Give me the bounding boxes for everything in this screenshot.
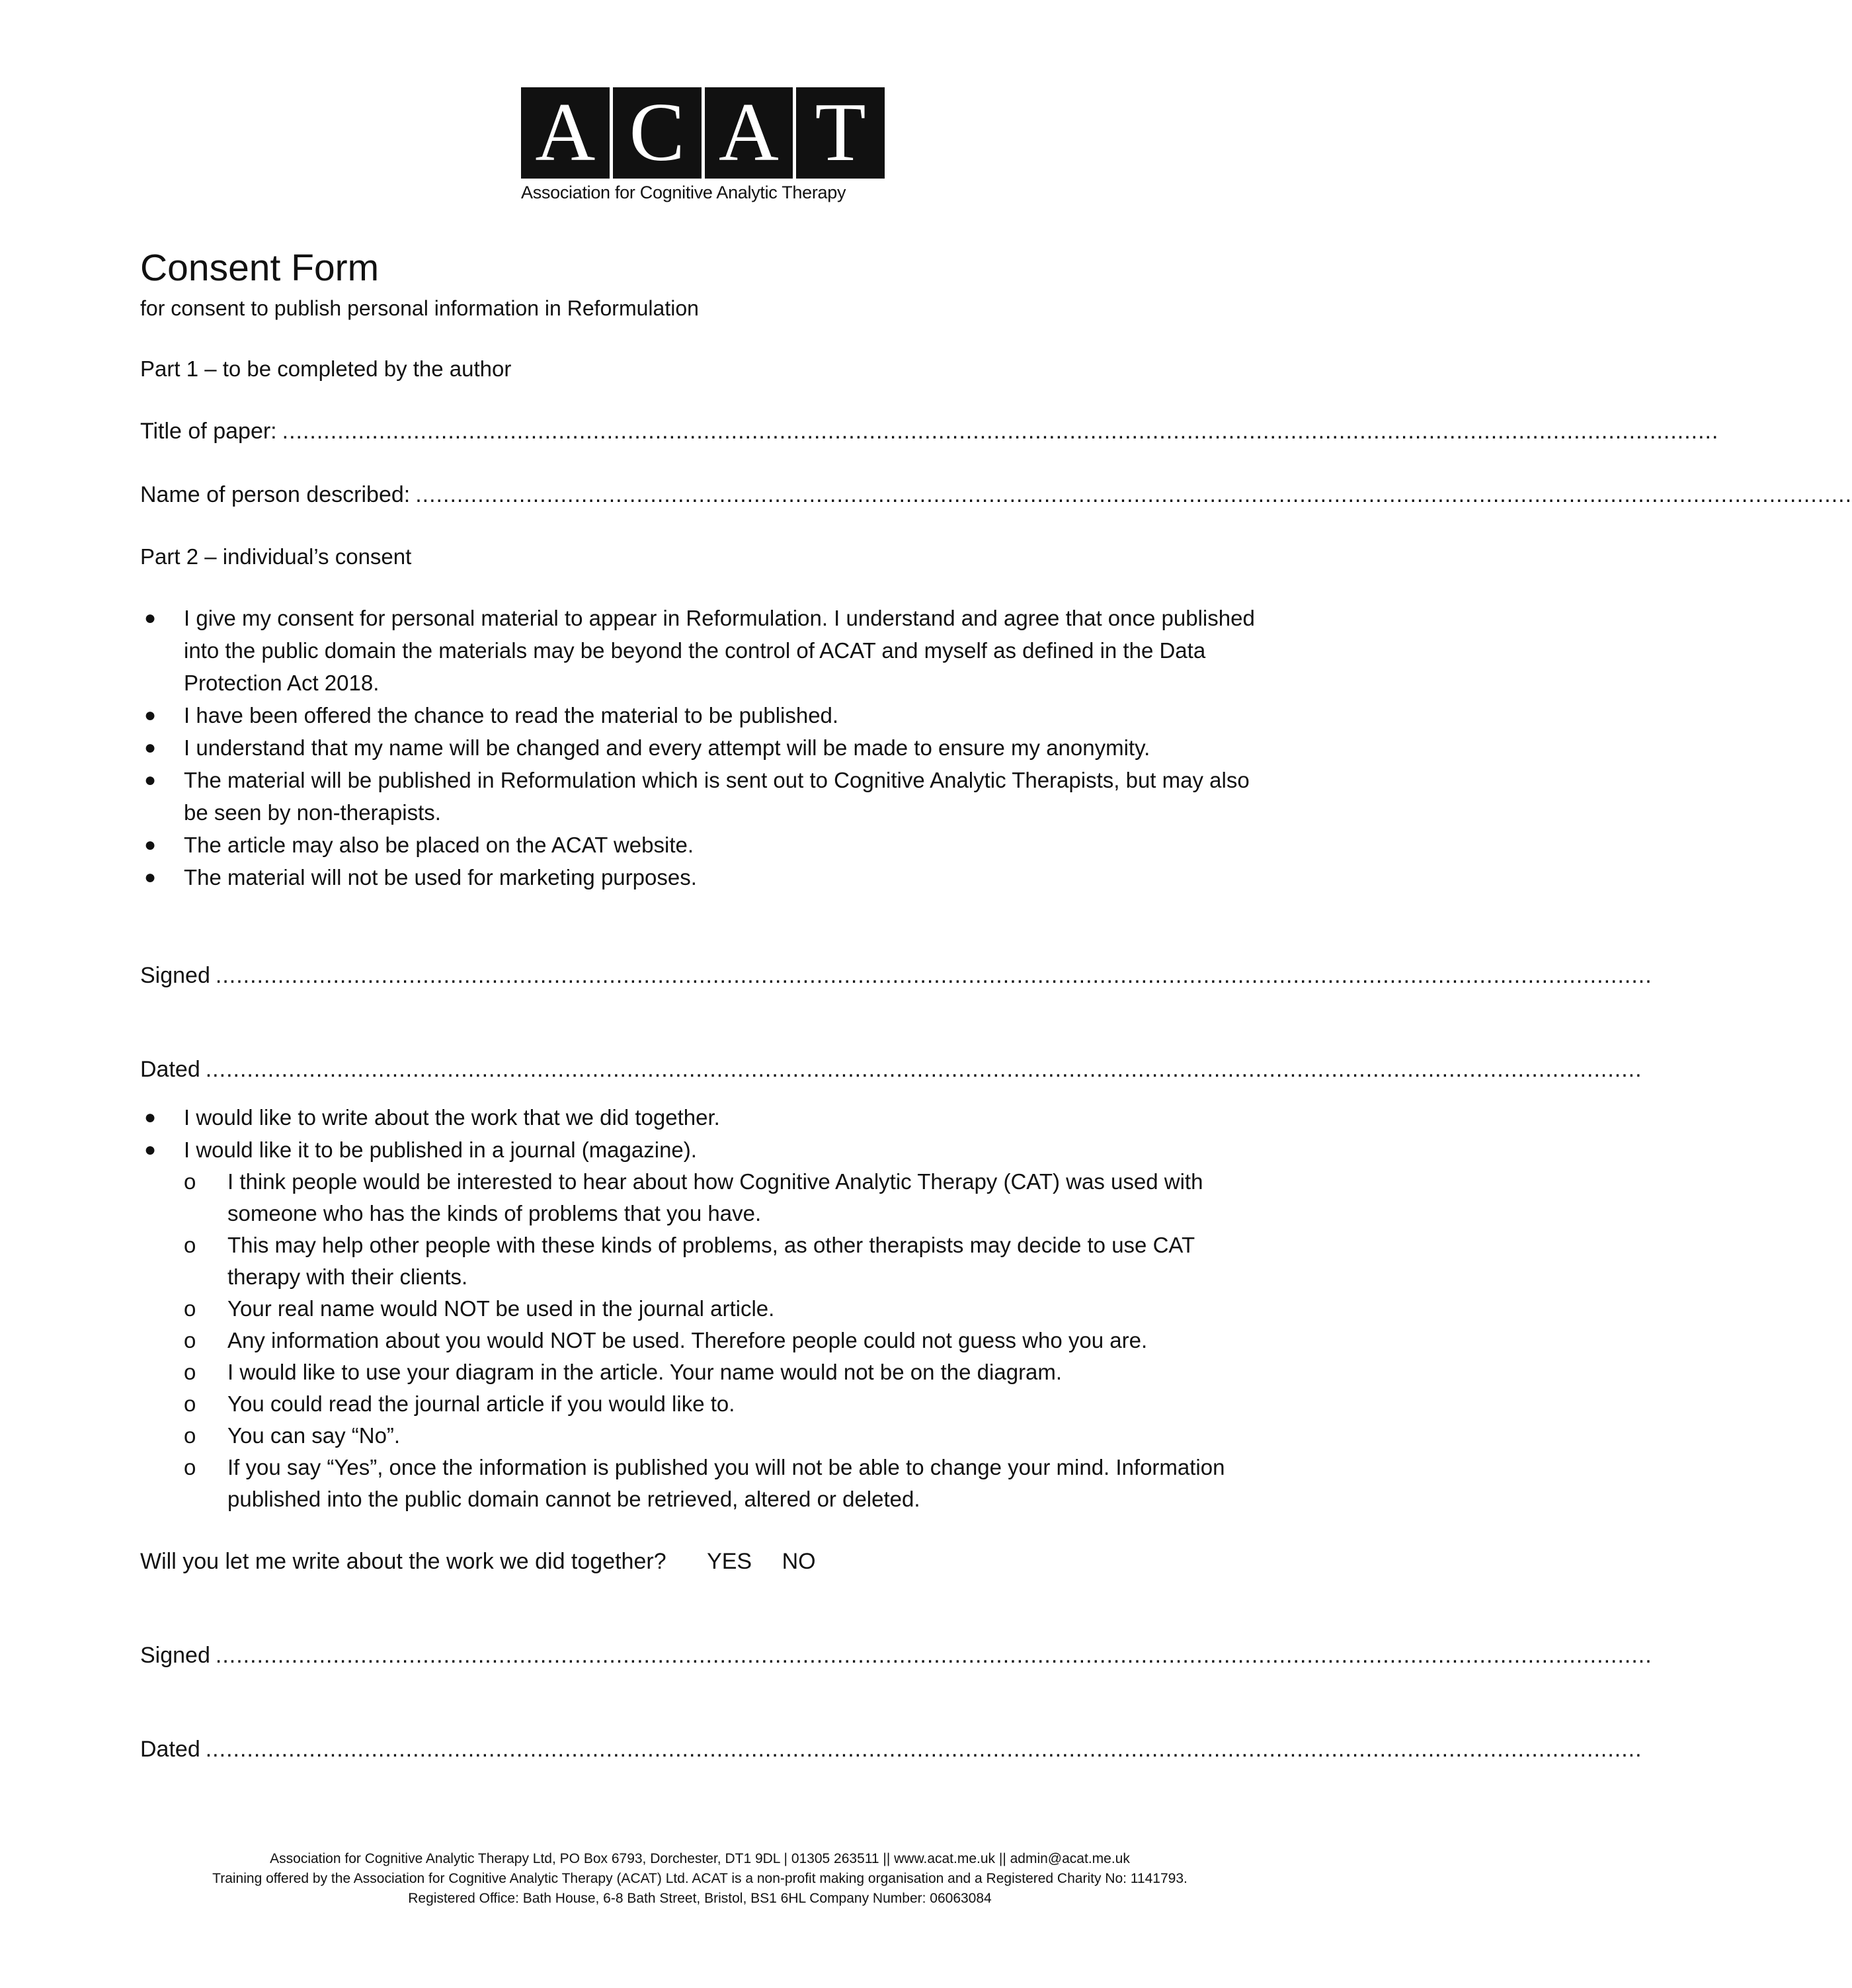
bullet-icon: ● (144, 866, 157, 888)
list-item-text: I think people would be interested to hear about how Cognitive Analytic Therapy (CAT) was used with someone who has the kinds of problems that you have. (227, 1169, 1203, 1225)
list-item (140, 1166, 1258, 1229)
sub-bullet-icon: o (184, 1169, 196, 1194)
title-of-paper-label: Title of paper: (140, 419, 277, 444)
dated-field-2[interactable] (140, 1733, 1642, 1765)
signed-field-1[interactable] (140, 960, 1652, 991)
list-item (140, 1388, 1258, 1420)
page-footer (0, 1849, 1400, 1909)
title-of-paper-blank[interactable]: ................................................................................................................................................................................................................ (282, 419, 1719, 444)
list-item-text: I give my consent for personal material to appear in Reformulation. I understand and agree that once published into the public domain the materials may be beyond the control of ACAT and myself as defined in the Data Protection Act 2018. (184, 606, 1255, 695)
sub-bullet-icon: o (184, 1360, 196, 1384)
title-of-paper-field[interactable] (140, 415, 1719, 447)
bullet-icon: ● (144, 769, 157, 791)
sub-bullet-icon: o (184, 1391, 196, 1416)
bullet-icon: ● (144, 607, 157, 629)
signed-field-2[interactable] (140, 1639, 1652, 1671)
list-item-text: The article may also be placed on the ACAT website. (184, 833, 694, 857)
no-option[interactable]: NO (782, 1549, 816, 1574)
logo-letter: A (521, 87, 613, 179)
dated-label: Dated (140, 1737, 200, 1762)
bullet-icon: ● (144, 834, 157, 856)
signed-blank[interactable]: ................................................................................................................................................................................................................ (215, 963, 1652, 988)
dated-label: Dated (140, 1057, 200, 1082)
logo-letter: C (613, 87, 705, 179)
list-item-text: If you say “Yes”, once the information is published you will not be able to change your mind. Information published into the public domain cannot be retrieved, altered or deleted. (227, 1455, 1225, 1511)
list-item (140, 1293, 1258, 1325)
list-item (140, 1420, 1258, 1452)
bullet-icon: ● (144, 1139, 157, 1161)
list-item (140, 1229, 1258, 1293)
list-item (140, 1325, 1258, 1356)
yes-option[interactable]: YES (707, 1549, 752, 1574)
list-item (140, 1452, 1258, 1515)
list-item (140, 731, 1258, 764)
consent-points-list (140, 602, 1258, 893)
list-item-text: I have been offered the chance to read the material to be published. (184, 703, 839, 727)
signed-blank[interactable]: ................................................................................................................................................................................................................ (215, 1643, 1652, 1668)
list-item-text: I would like it to be published in a journal (magazine). (184, 1138, 697, 1162)
name-described-label: Name of person described: (140, 482, 411, 507)
logo-letter: A (705, 87, 797, 179)
list-item (140, 699, 1258, 731)
list-item-text: Your real name would NOT be used in the journal article. (227, 1296, 775, 1321)
list-item-text: This may help other people with these kinds of problems, as other therapists may decide to use CAT therapy with their clients. (227, 1233, 1195, 1289)
list-item-text: I would like to write about the work that we did together. (184, 1105, 720, 1130)
form-title: Consent Form (140, 247, 380, 289)
name-described-field[interactable] (140, 479, 1852, 511)
name-described-blank[interactable]: ................................................................................................................................................................................................................ (415, 482, 1852, 507)
list-item-text: I understand that my name will be changed and every attempt will be made to ensure my anonymity. (184, 735, 1150, 760)
sub-bullet-icon: o (184, 1296, 196, 1321)
footer-charity-line: Training offered by the Association for Cognitive Analytic Therapy (ACAT) Ltd. ACAT is a non-profit making organisation and a Registered Charity No: 1141793. (212, 1871, 1188, 1886)
form-subtitle: for consent to publish personal information in Reformulation (140, 296, 699, 320)
list-item (140, 829, 1258, 861)
sub-bullet-icon: o (184, 1328, 196, 1352)
footer-office-line: Registered Office: Bath House, 6-8 Bath Street, Bristol, BS1 6HL Company Number: 06063084 (408, 1891, 992, 1906)
sub-bullet-icon: o (184, 1233, 196, 1257)
signed-label: Signed (140, 963, 210, 988)
list-item-text: The material will be published in Reformulation which is sent out to Cognitive Analytic Therapists, but may also be seen by non-therapists. (184, 768, 1250, 825)
list-item (140, 1356, 1258, 1388)
footer-contact-line: Association for Cognitive Analytic Therapy Ltd, PO Box 6793, Dorchester, DT1 9DL | 01305 263511 || www.acat.me.uk || admin@acat.me.uk (270, 1851, 1130, 1866)
list-item (140, 1101, 1258, 1134)
list-item-text: You can say “No”. (227, 1423, 401, 1448)
dated-blank[interactable]: ................................................................................................................................................................................................................ (205, 1057, 1642, 1082)
signed-label: Signed (140, 1643, 210, 1668)
bullet-icon: ● (144, 1106, 157, 1128)
list-item (140, 602, 1258, 699)
list-item (140, 764, 1258, 829)
list-item (140, 1134, 1258, 1166)
list-item-text: The material will not be used for marketing purposes. (184, 865, 697, 890)
dated-field-1[interactable] (140, 1054, 1642, 1085)
easy-read-sub-points-list (140, 1166, 1258, 1515)
logo-letter: T (815, 87, 866, 179)
acat-logo (521, 87, 885, 203)
list-item-text: You could read the journal article if you would like to. (227, 1391, 735, 1416)
list-item-text: Any information about you would NOT be used. Therefore people could not guess who you are. (227, 1328, 1148, 1352)
dated-blank[interactable]: ................................................................................................................................................................................................................ (205, 1737, 1642, 1762)
sub-bullet-icon: o (184, 1455, 196, 1479)
part2-heading: Part 2 – individual’s consent (140, 544, 412, 569)
sub-bullet-icon: o (184, 1423, 196, 1448)
consent-form (140, 245, 1852, 1765)
question-text: Will you let me write about the work we did together? (140, 1549, 666, 1574)
bullet-icon: ● (144, 704, 157, 726)
logo-letter-blocks (521, 87, 885, 179)
list-item-text: I would like to use your diagram in the article. Your name would not be on the diagram. (227, 1360, 1063, 1384)
part1-heading: Part 1 – to be completed by the author (140, 356, 512, 381)
bullet-icon: ● (144, 737, 157, 759)
easy-read-points-list (140, 1101, 1258, 1166)
logo-tagline: Association for Cognitive Analytic Therapy (521, 183, 846, 202)
list-item (140, 861, 1258, 893)
write-about-question (140, 1546, 1258, 1577)
